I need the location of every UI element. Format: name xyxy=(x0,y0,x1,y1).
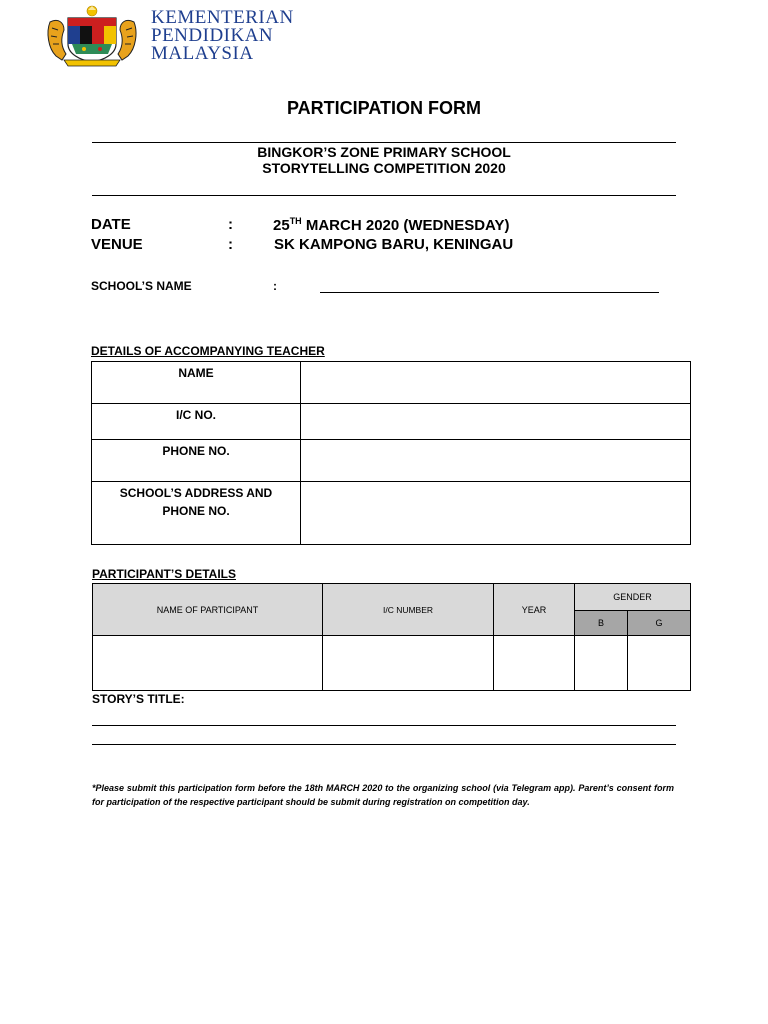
story-title-line1[interactable] xyxy=(92,725,676,726)
divider-top xyxy=(92,142,676,143)
ministry-name-line3: MALAYSIA xyxy=(151,43,254,64)
participant-section-title: PARTICIPANT’S DETAILS xyxy=(92,567,236,581)
school-name-label: SCHOOL’S NAME xyxy=(91,279,192,293)
gender-b-header: B xyxy=(575,611,628,636)
event-line2: STORYTELLING COMPETITION 2020 xyxy=(262,160,506,176)
ministry-name-line1: KEMENTERIAN xyxy=(151,7,294,28)
venue-colon: : xyxy=(228,236,233,253)
form-title: PARTICIPATION FORM xyxy=(287,98,481,118)
date-value: 25TH MARCH 2020 (WEDNESDAY) xyxy=(273,216,510,234)
participant-year-field[interactable] xyxy=(494,636,575,691)
teacher-ic-label: I/C NO. xyxy=(92,404,301,440)
malaysia-crest-logo xyxy=(44,4,140,70)
participant-name-field[interactable] xyxy=(93,636,323,691)
participant-gender-b-field[interactable] xyxy=(575,636,628,691)
col-name-header: NAME OF PARTICIPANT xyxy=(93,584,323,636)
ministry-name-line2: PENDIDIKAN xyxy=(151,25,274,46)
divider-bottom xyxy=(92,195,676,196)
venue-value: SK KAMPONG BARU, KENINGAU xyxy=(274,236,514,253)
school-name-colon: : xyxy=(273,279,277,293)
teacher-address-label: SCHOOL’S ADDRESS AND PHONE NO. xyxy=(92,482,301,545)
col-gender-header: GENDER xyxy=(575,584,691,611)
submission-note: *Please submit this participation form before the 18th MARCH 2020 to the organizing school (via Telegram app). Parent’s consent form for participation of the respective participant should be submit during registration on competition day. xyxy=(92,783,674,807)
teacher-phone-label: PHONE NO. xyxy=(92,440,301,482)
col-year-header: YEAR xyxy=(494,584,575,636)
participant-details-table xyxy=(92,583,691,691)
story-title-line2[interactable] xyxy=(92,744,676,745)
teacher-address-field[interactable] xyxy=(301,482,691,545)
teacher-details-table xyxy=(91,361,691,545)
teacher-phone-field[interactable] xyxy=(301,440,691,482)
story-title-label: STORY’S TITLE: xyxy=(92,692,185,706)
date-label: DATE xyxy=(91,216,131,233)
school-name-field[interactable] xyxy=(320,292,659,293)
date-colon: : xyxy=(228,216,233,233)
teacher-name-field[interactable] xyxy=(301,362,691,404)
event-line1: BINGKOR’S ZONE PRIMARY SCHOOL xyxy=(257,144,511,160)
participant-ic-field[interactable] xyxy=(323,636,494,691)
teacher-section-title: DETAILS OF ACCOMPANYING TEACHER xyxy=(91,344,325,358)
teacher-ic-field[interactable] xyxy=(301,404,691,440)
venue-label: VENUE xyxy=(91,236,143,253)
col-ic-header: I/C NUMBER xyxy=(323,584,494,636)
gender-g-header: G xyxy=(628,611,691,636)
teacher-name-label: NAME xyxy=(92,362,301,404)
participant-gender-g-field[interactable] xyxy=(628,636,691,691)
